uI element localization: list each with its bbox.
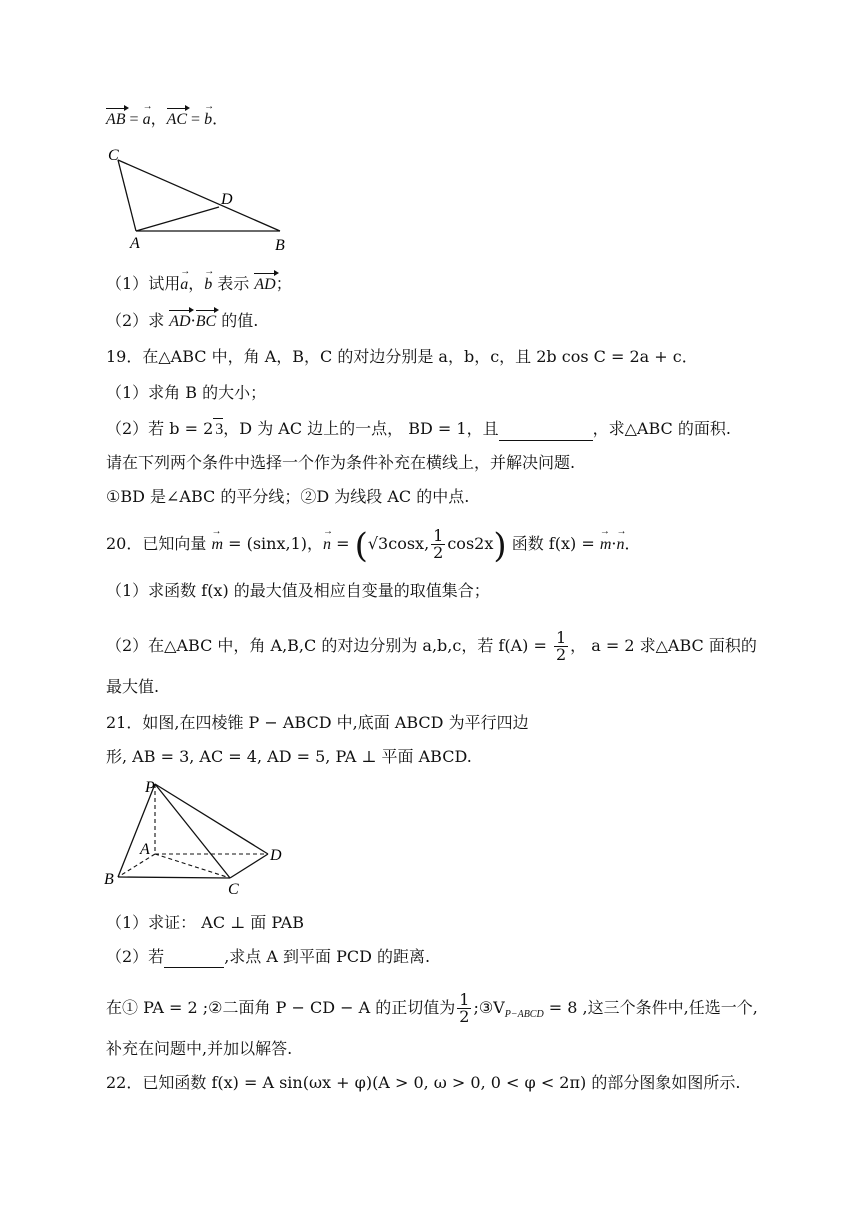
label-p: P <box>145 779 155 796</box>
q20-part2-cont: 最大值. <box>106 677 160 696</box>
q19-conditions: ①BD 是∠ABC 的平分线；②D 为线段 AC 的中点. <box>106 487 470 506</box>
q18-part2: （2）求 AD·BC 的值. <box>106 310 258 333</box>
q19-part2: （2）若 b = 2 3，D 为 AC 边上的一点， BD = 1，且 ，求△ABC 的面积. <box>106 418 731 441</box>
q20-part2: （2）在△ABC 中，角 A,B,C 的对边分别为 a,b,c，若 f(A) = $\frac{1}{2}$ ， a = 2 求△ABC 面积的 <box>106 628 757 664</box>
label-b: B <box>275 237 285 254</box>
answer-blank[interactable] <box>499 422 593 441</box>
q19-part1: （1）求角 B 的大小； <box>106 383 267 402</box>
q21-stem-line2: 形, AB = 3, AC = 4, AD = 5, PA ⊥ 平面 ABCD. <box>106 747 472 766</box>
q20-stem: 20．已知向量 → m = (sinx,1)，→ n = (√3cosx, $\frac{1}{2}$ cos2x) 函数 f(x) = → m·→ n． <box>106 528 640 561</box>
q19-instruction: 请在下列两个条件中选择一个作为条件补充在横线上，并解决问题. <box>106 453 576 472</box>
fraction: $\frac{1}{2}$ <box>433 526 444 562</box>
label-c: C <box>108 147 119 164</box>
label-c: C <box>228 881 239 898</box>
fraction: $\frac{1}{2}$ <box>459 990 470 1026</box>
q21-part2: （2）若 ,求点 A 到平面 PCD 的距离. <box>106 947 431 966</box>
q21-part1: （1）求证： AC ⊥ 面 PAB <box>106 913 304 932</box>
q22-stem: 22．已知函数 f(x) = A sin(ωx + φ)(A > 0, ω > 0, 0 < φ < 2π) 的部分图象如图所示. <box>106 1073 741 1092</box>
label-a: A <box>130 235 140 252</box>
label-b: B <box>104 871 114 888</box>
q18-part1: （1）试用→ a，→ b 表示 AD； <box>106 273 292 296</box>
pyramid-figure <box>100 772 300 902</box>
triangle-figure <box>100 140 300 260</box>
q21-stem-line1: 21．如图,在四棱锥 P − ABCD 中,底面 ABCD 为平行四边 <box>106 713 529 732</box>
q21-options-cont: 补充在问题中,并加以解答. <box>106 1039 293 1058</box>
label-a: A <box>140 841 150 858</box>
vector-ab: AB <box>106 109 126 131</box>
q19-stem: 19．在△ABC 中，角 A，B，C 的对边分别是 a，b，c，且 2b cos C = 2a + c． <box>106 347 698 366</box>
answer-blank[interactable] <box>164 949 224 968</box>
q21-options: 在① PA = 2 ;②二面角 P − CD − A 的正切值为 $\frac{1}{2}$ $;③V_{P-ABCD} = 8$ ,这三个条件中,任选一个, <box>106 990 758 1026</box>
q20-part1: （1）求函数 f(x) 的最大值及相应自变量的取值集合； <box>106 581 490 600</box>
fraction: $\frac{1}{2}$ <box>555 628 567 664</box>
q18-given: AB = → a，AC = → b． <box>106 108 228 131</box>
label-d: D <box>270 847 282 864</box>
label-d: D <box>221 191 233 208</box>
vector-ac: AC <box>167 109 187 131</box>
